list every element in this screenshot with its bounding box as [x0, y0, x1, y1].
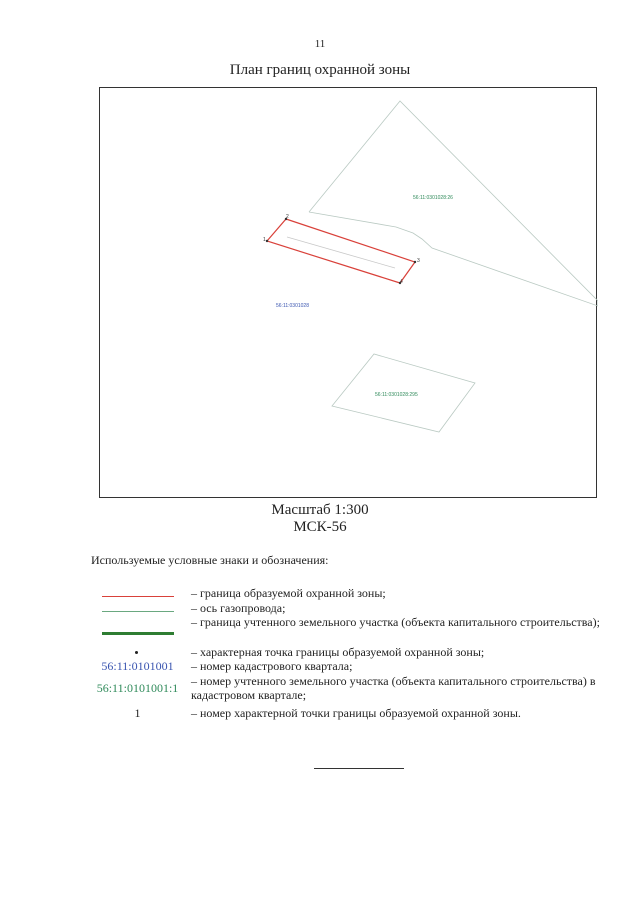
legend-row-zone-boundary	[0, 586, 640, 601]
parcel-main-boundary	[309, 101, 598, 306]
legend-row-point	[0, 645, 640, 660]
point-2-label: 2	[286, 214, 289, 220]
green-thin-line-icon	[102, 611, 174, 612]
legend-text: – ось газопровода;	[191, 601, 286, 615]
point-3-label: 3	[417, 258, 420, 264]
parcel-main-label: 56:11:0301028:26	[413, 195, 453, 201]
map-frame	[99, 87, 597, 498]
point-dot-icon	[135, 651, 138, 654]
point-4-label: 4	[400, 279, 403, 285]
legend-text: – граница учтенного земельного участка (объекта капитального строительства);	[191, 615, 600, 629]
parcel-small-label: 56:11:0301028:295	[375, 392, 418, 398]
parcel-main-boundary-lower	[309, 212, 396, 227]
legend-symbol-point-number: 1	[134, 706, 141, 720]
protection-zone-boundary	[267, 219, 415, 283]
legend-row-point-number	[0, 706, 640, 721]
quarter-label: 56:11:0301028	[276, 303, 309, 309]
legend-text: – характерная точка границы образуемой охранной зоны;	[191, 645, 485, 659]
point-1-label: 1	[263, 237, 266, 243]
coord-system-text: МСК-56	[293, 519, 347, 535]
legend-text: – номер характерной точки границы образуемой охранной зоны.	[191, 706, 521, 720]
legend-text: – номер учтенного земельного участка (объекта капитального строительства) в кадастровом квартале;	[191, 674, 596, 702]
legend-heading: Используемые условные знаки и обозначения:	[91, 553, 329, 567]
legend-symbol-parcel-number: 56:11:0101001:1	[96, 681, 179, 695]
page-number: 11	[314, 38, 326, 50]
map-drawing	[100, 88, 598, 499]
legend-text: – граница образуемой охранной зоны;	[191, 586, 386, 600]
scale-text: Масштаб 1:300	[271, 502, 369, 518]
legend-row-parcel-boundary	[0, 615, 640, 645]
point-3-marker	[414, 261, 416, 263]
legend-row-pipeline-axis	[0, 601, 640, 616]
point-1-marker	[266, 240, 268, 242]
legend-text: – номер кадастрового квартала;	[191, 659, 353, 673]
legend-row-quarter-number	[0, 659, 640, 674]
legend-symbol-quarter-number: 56:11:0101001	[101, 659, 174, 673]
page-title: План границ охранной зоны	[229, 62, 411, 78]
green-thick-line-icon	[102, 632, 174, 635]
legend-row-parcel-number	[0, 674, 640, 704]
footer-rule	[314, 768, 404, 769]
red-line-icon	[102, 596, 174, 597]
